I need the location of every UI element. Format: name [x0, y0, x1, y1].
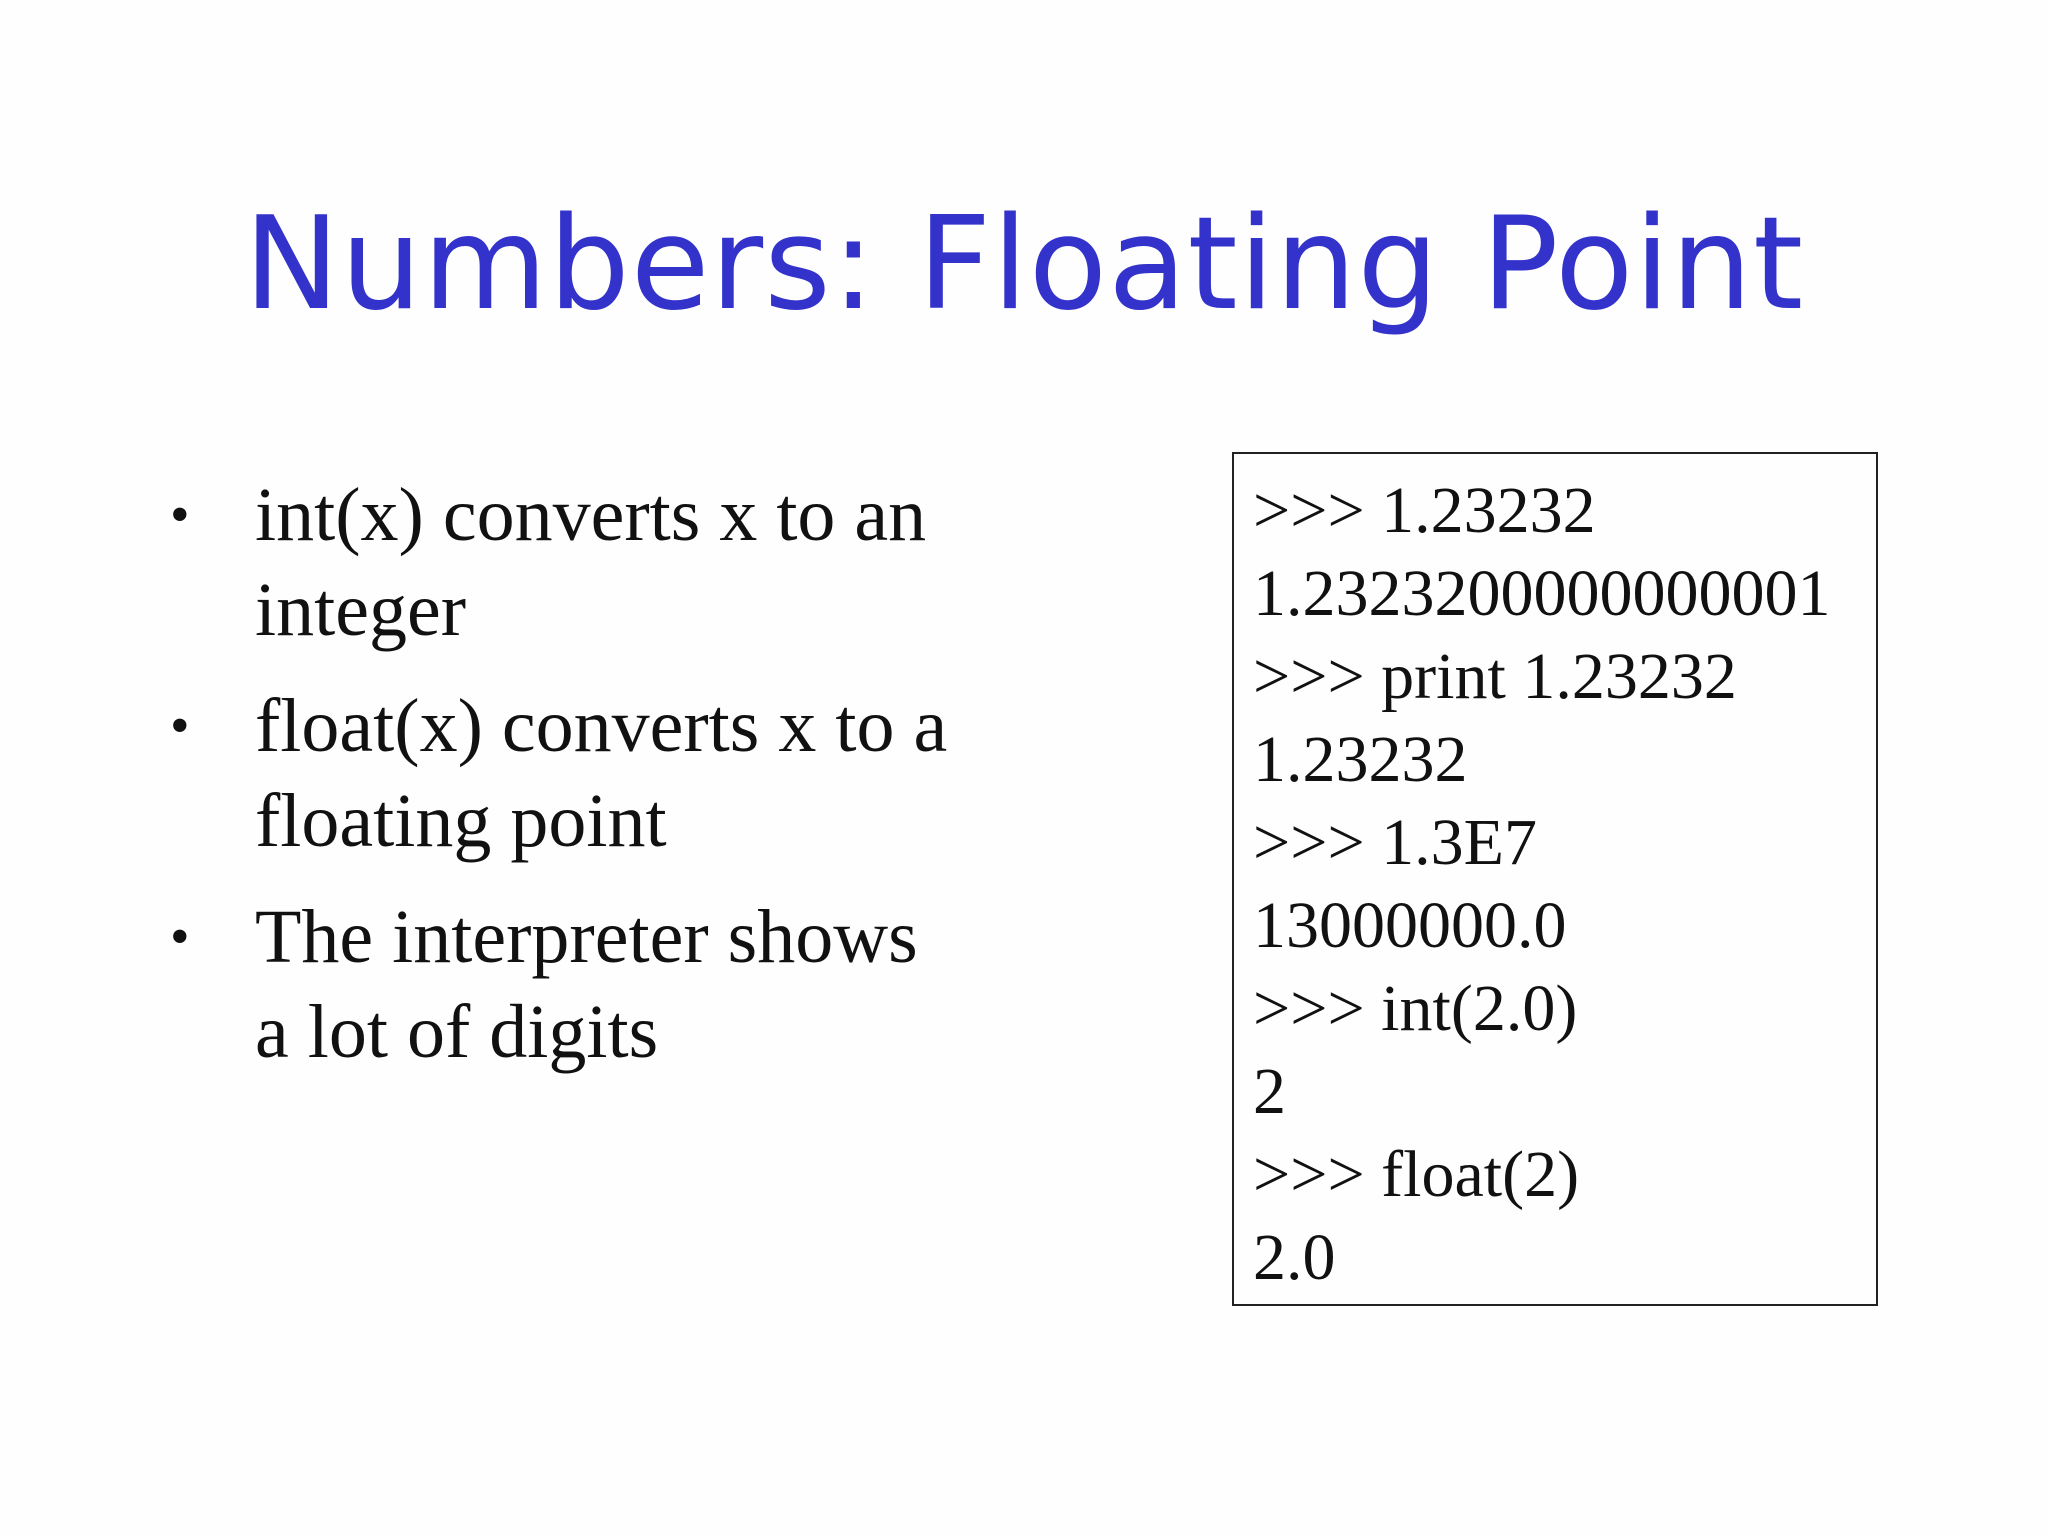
code-line: >>> float(2) — [1253, 1138, 1580, 1211]
bullet-dot-icon: • — [170, 695, 190, 757]
code-line: >>> 1.23232 — [1253, 474, 1596, 547]
bullet-list — [170, 468, 1030, 1101]
code-line: 1.2323200000000001 — [1253, 557, 1831, 630]
bullet-dot-icon: • — [170, 484, 190, 546]
bullet-text-line: The interpreter shows — [255, 895, 918, 979]
code-line: 2.0 — [1253, 1221, 1336, 1294]
bullet-text-line: float(x) converts x to a — [255, 684, 948, 768]
bullet-item-int — [170, 468, 1030, 658]
bullet-text-line: int(x) converts x to an — [255, 473, 927, 557]
code-line: 1.23232 — [1253, 723, 1468, 796]
interpreter-session-box — [1232, 452, 1878, 1306]
slide-title: Numbers: Floating Point — [243, 190, 1805, 339]
bullet-dot-icon: • — [170, 906, 190, 968]
code-line: >>> print 1.23232 — [1253, 640, 1737, 713]
bullet-item-float — [170, 679, 1030, 869]
code-line: 2 — [1253, 1055, 1286, 1128]
bullet-text-line: floating point — [255, 779, 667, 863]
code-line: >>> int(2.0) — [1253, 972, 1578, 1045]
bullet-item-interpreter — [170, 890, 1030, 1080]
code-line: 13000000.0 — [1253, 889, 1567, 962]
code-line: >>> 1.3E7 — [1253, 806, 1537, 879]
bullet-text-line: integer — [255, 568, 467, 652]
bullet-text-line: a lot of digits — [255, 990, 659, 1074]
